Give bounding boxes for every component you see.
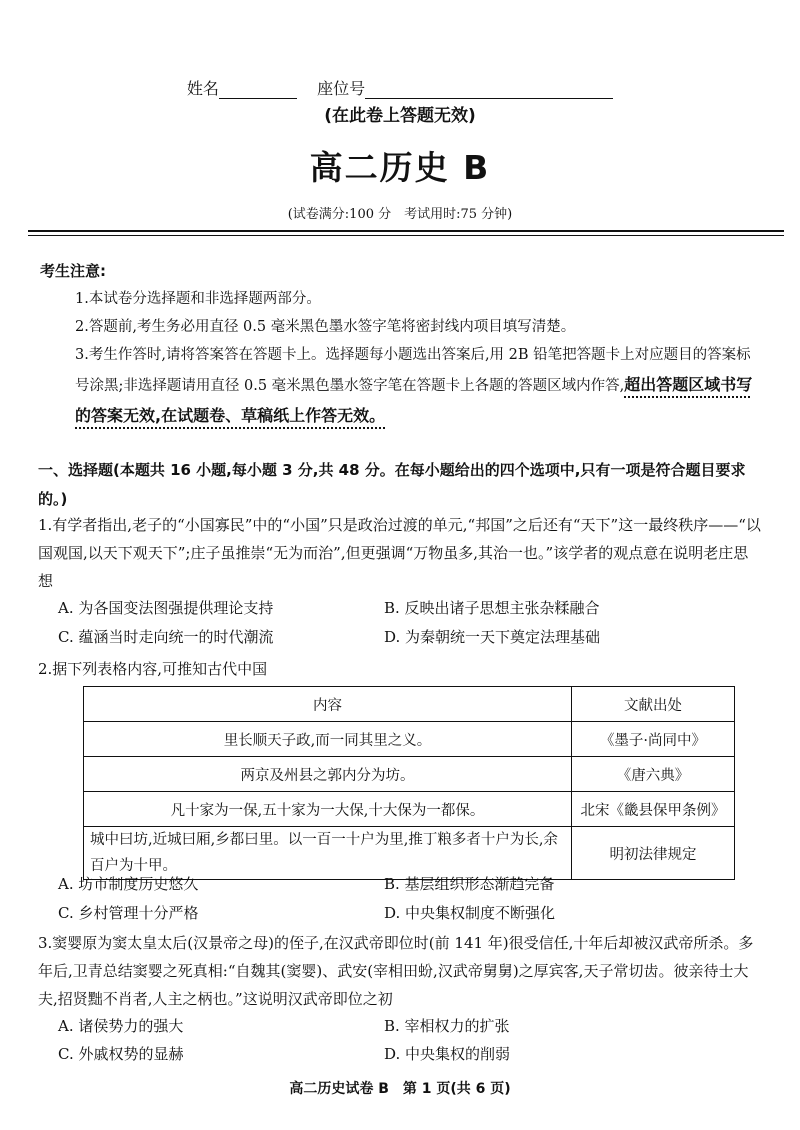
candidate-info-line (0, 76, 800, 99)
notice-emphasis: 超出答题区域书写的答案无效,在试题卷、草稿纸上作答无效。 (75, 375, 753, 425)
invalid-note: (在此卷上答题无效) (324, 106, 476, 126)
notice-item: 1.本试卷分选择题和非选择题两部分。 (75, 291, 321, 307)
table-cell: 明初法律规定 (572, 827, 735, 880)
question-stem: 2.据下列表格内容,可推知古代中国 (38, 660, 268, 678)
table-cell: 《墨子·尚同中》 (572, 722, 735, 757)
table-cell: 北宋《畿县保甲条例》 (572, 792, 735, 827)
option: D. 中央集权制度不断强化 (384, 904, 556, 922)
option: B. 反映出诸子思想主张杂糅融合 (384, 599, 600, 617)
notice-item: 2.答题前,考生务必用直径 0.5 毫米黑色墨水签字笔将密封线内项目填写清楚。 (75, 319, 576, 335)
seat-label: 座位号 (317, 79, 366, 98)
question-2 (38, 655, 763, 683)
option: C. 蕴涵当时走向统一的时代潮流 (58, 628, 274, 646)
name-label: 姓名 (186, 79, 219, 98)
notice-item-3 (75, 341, 755, 432)
table-cell: 凡十家为一保,五十家为一大保,十大保为一都保。 (84, 792, 572, 827)
table-row (84, 827, 735, 880)
table-row (84, 722, 735, 757)
name-blank (219, 79, 297, 99)
page-title: 高二历史 B (309, 148, 491, 187)
seat-blank (365, 79, 613, 99)
table-cell: 两京及州县之郭内分为坊。 (84, 757, 572, 792)
notice-heading: 考生注意: (40, 262, 106, 280)
option: A. 坊市制度历史悠久 (58, 875, 199, 893)
section-heading: 一、选择题(本题共 16 小题,每小题 3 分,共 48 分。在每小题给出的四个选项中,只有一项是符合题目要求的。) (38, 461, 746, 508)
table-cell: 《唐六典》 (572, 757, 735, 792)
option: B. 宰相权力的扩张 (384, 1017, 510, 1035)
table-header: 文献出处 (572, 687, 735, 722)
option: C. 乡村管理十分严格 (58, 904, 199, 922)
option: D. 中央集权的削弱 (384, 1045, 511, 1063)
option: A. 为各国变法图强提供理论支持 (58, 599, 274, 617)
question-1 (38, 511, 763, 595)
table-row (84, 792, 735, 827)
option: B. 基层组织形态渐趋完备 (384, 875, 555, 893)
option: C. 外戚权势的显赫 (58, 1045, 184, 1063)
page-footer: 高二历史试卷 B 第 1 页(共 6 页) (289, 1081, 511, 1097)
option: A. 诸侯势力的强大 (58, 1017, 184, 1035)
question-stem: 1.有学者指出,老子的“小国寡民”中的“小国”只是政治过渡的单元,“邦国”之后还有“天下”这一最终秩序——“以国观国,以天下观天下”;庄子虽推崇“无为而治”,但更强调“万物虽多,其治一也。”该学者的观点意在说明老庄思想 (38, 516, 761, 590)
source-table (83, 686, 735, 880)
table-row (84, 757, 735, 792)
table-cell: 城中曰坊,近城曰厢,乡都曰里。以一百一十户为里,推丁粮多者十户为长,余百户为十甲。 (84, 827, 572, 880)
table-cell: 里长顺天子政,而一同其里之义。 (84, 722, 572, 757)
exam-info: (试卷满分:100 分 考试用时:75 分钟) (287, 207, 513, 222)
divider (28, 235, 784, 236)
notice-item-text: 3.考生作答时,请将答案答在答题卡上。选择题每小题选出答案后,用 2B 铅笔把答题卡上对应题目的答案标号涂黑;非选择题请用直径 0.5 毫米黑色墨水签字笔在答题卡上各题的答题区域内作答, (75, 347, 751, 394)
question-3 (38, 929, 763, 1013)
divider (28, 230, 784, 232)
table-header: 内容 (84, 687, 572, 722)
question-stem: 3.窦婴原为窦太皇太后(汉景帝之母)的侄子,在汉武帝即位时(前 141 年)很受信任,十年后却被汉武帝所杀。多年后,卫青总结窦婴之死真相:“自魏其(窦婴)、武安(宰相田蚡,汉武帝舅舅)之厚宾客,天子常切齿。彼亲待士大夫,招贤黜不肖者,人主之柄也。”这说明汉武帝即位之初 (38, 934, 754, 1008)
table-header-row (84, 687, 735, 722)
option: D. 为秦朝统一天下奠定法理基础 (384, 628, 601, 646)
